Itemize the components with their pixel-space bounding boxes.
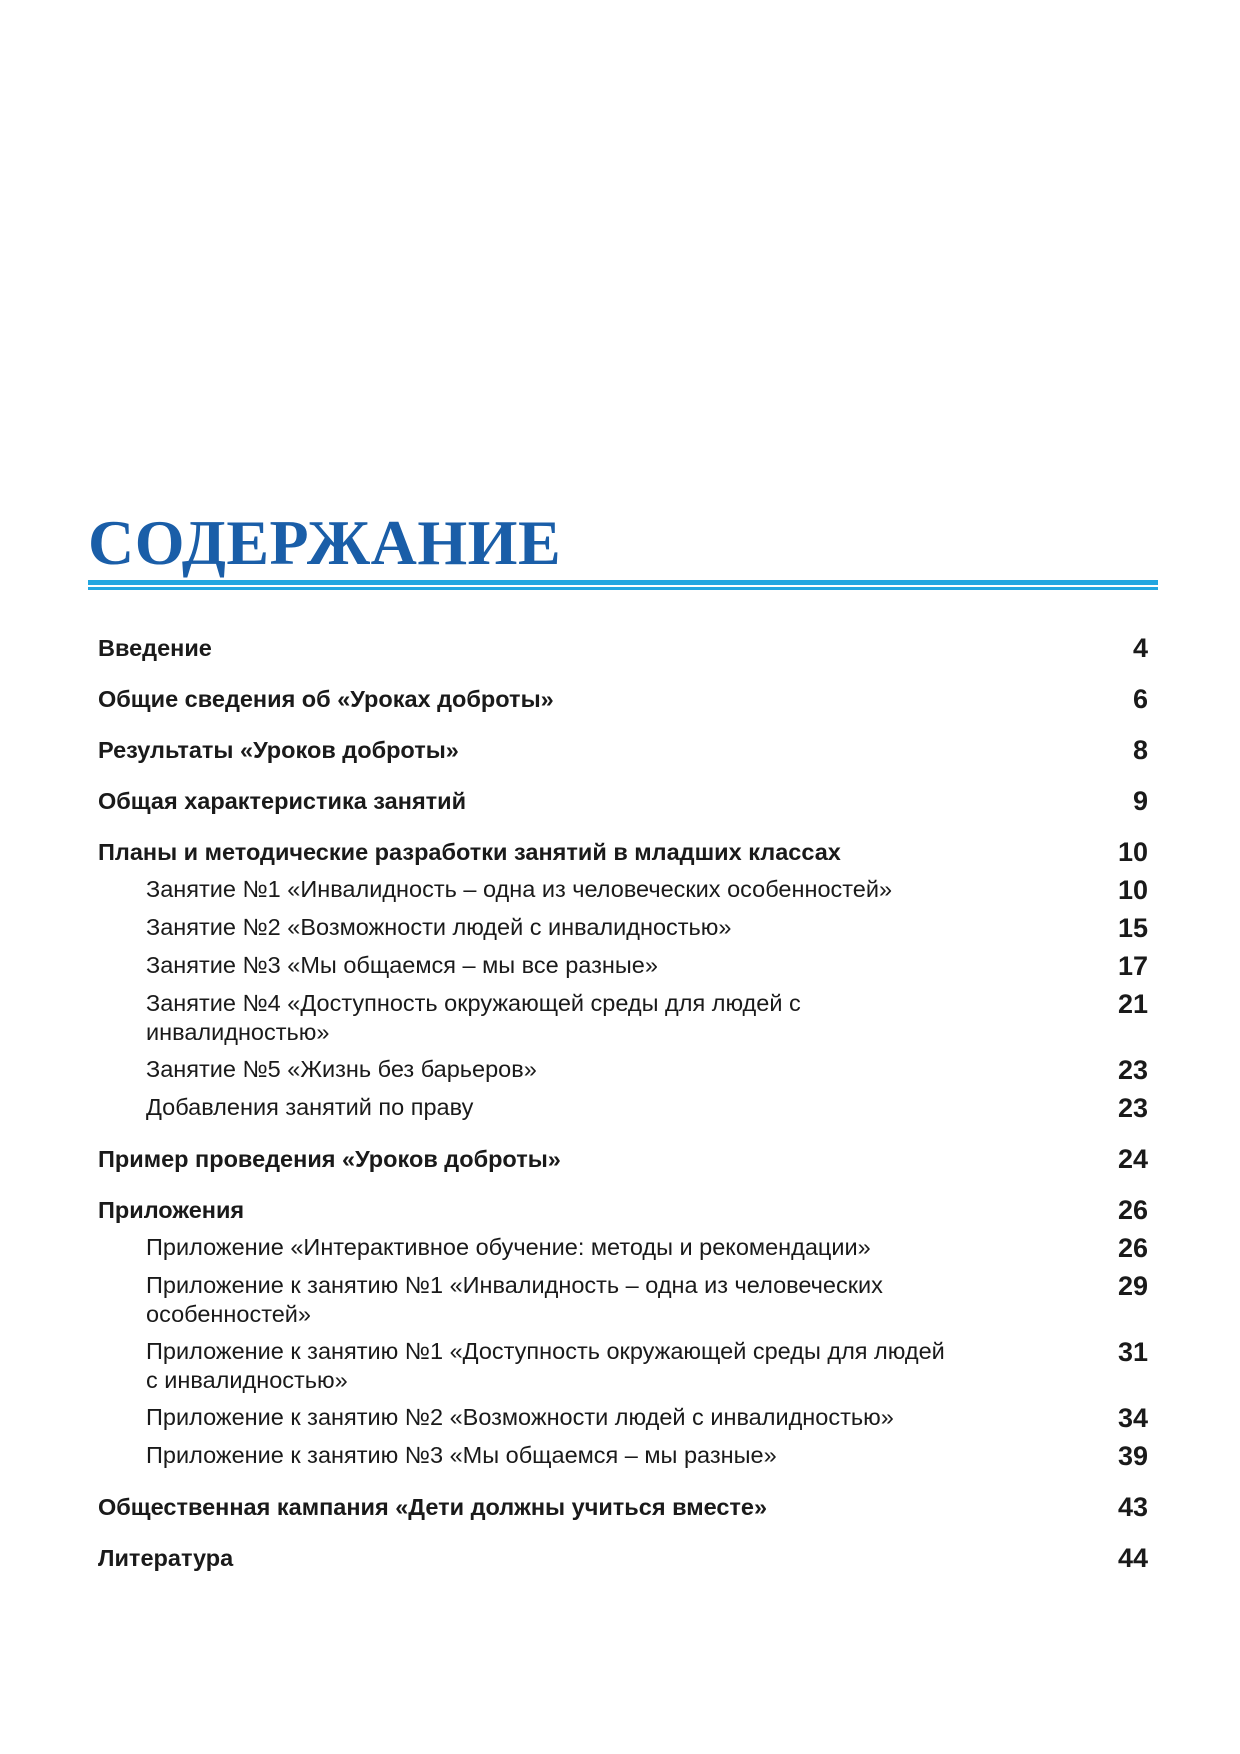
toc-subentry-title: Приложение «Интерактивное обучение: методы и рекомендации» <box>146 1234 871 1260</box>
table-of-contents <box>98 633 1148 1594</box>
toc-entry-title: Пример проведения «Уроков доброты» <box>98 1146 561 1172</box>
toc-entry[interactable] <box>98 684 1148 714</box>
toc-subentry-title: Занятие №5 «Жизнь без барьеров» <box>146 1056 537 1082</box>
toc-subentry[interactable] <box>98 913 1148 943</box>
toc-subentry[interactable] <box>98 951 1148 981</box>
toc-entry-page: 24 <box>1117 1144 1148 1174</box>
toc-entry[interactable] <box>98 1144 1148 1174</box>
toc-entry[interactable] <box>98 1543 1148 1573</box>
toc-entry-title: Планы и методические разработки занятий в младших классах <box>98 839 841 865</box>
toc-entry-title: Приложения <box>98 1197 245 1223</box>
toc-entry-title: Введение <box>98 635 212 661</box>
toc-entry-page: 8 <box>1132 735 1148 765</box>
toc-subentry[interactable] <box>98 1441 1148 1471</box>
page-title: СОДЕРЖАНИЕ <box>88 507 562 578</box>
toc-entry-title: Общественная кампания «Дети должны учиться вместе» <box>98 1494 768 1520</box>
toc-subentry[interactable] <box>98 1055 1148 1085</box>
toc-subentry-title: Добавления занятий по праву <box>146 1094 474 1120</box>
toc-subentry-page: 39 <box>1117 1441 1148 1471</box>
toc-subentry-title: Занятие №1 «Инвалидность – одна из человеческих особенностей» <box>146 876 893 902</box>
toc-subentry-page: 26 <box>1117 1233 1148 1263</box>
title-underline <box>88 580 1158 590</box>
toc-entry-page: 6 <box>1132 684 1148 714</box>
toc-subentry-title: Приложение к занятию №2 «Возможности людей с инвалидностью» <box>146 1404 894 1430</box>
toc-subentry-page: 31 <box>1117 1337 1148 1367</box>
toc-subentry-page: 10 <box>1117 875 1148 905</box>
toc-entry-title: Общая характеристика занятий <box>98 788 467 814</box>
toc-entry-title: Литература <box>98 1545 234 1571</box>
toc-subentry[interactable] <box>98 1403 1148 1433</box>
toc-subentry-title: Занятие №3 «Мы общаемся – мы все разные» <box>146 952 658 978</box>
toc-subentry-title: Приложение к занятию №1 «Инвалидность – одна из человеческих особенностей» <box>146 1272 883 1327</box>
toc-entry-page: 44 <box>1117 1543 1148 1573</box>
toc-entry[interactable] <box>98 1195 1148 1225</box>
toc-entry[interactable] <box>98 633 1148 663</box>
toc-entry-title: Результаты «Уроков доброты» <box>98 737 459 763</box>
toc-entry[interactable] <box>98 1492 1148 1522</box>
toc-entry-page: 4 <box>1132 633 1148 663</box>
toc-subentry-title: Занятие №4 «Доступность окружающей среды для людей с инвалидностью» <box>146 990 801 1045</box>
toc-subentry[interactable] <box>98 875 1148 905</box>
toc-subentry-page: 23 <box>1117 1093 1148 1123</box>
toc-subentry[interactable] <box>98 1093 1148 1123</box>
toc-subentry-title: Приложение к занятию №1 «Доступность окружающей среды для людей с инвалидностью» <box>146 1338 945 1393</box>
toc-subentry-page: 15 <box>1117 913 1148 943</box>
toc-entry[interactable] <box>98 735 1148 765</box>
toc-subentry-title: Занятие №2 «Возможности людей с инвалидностью» <box>146 914 732 940</box>
toc-entry-page: 43 <box>1117 1492 1148 1522</box>
toc-subentry-page: 29 <box>1117 1271 1148 1301</box>
toc-subentry-page: 17 <box>1117 951 1148 981</box>
toc-subentry[interactable] <box>98 1233 1148 1263</box>
toc-subentry-page: 34 <box>1117 1403 1148 1433</box>
toc-entry-page: 9 <box>1132 786 1148 816</box>
toc-entry[interactable] <box>98 837 1148 867</box>
toc-entry-page: 26 <box>1117 1195 1148 1225</box>
toc-subentry[interactable] <box>98 1337 1148 1395</box>
toc-subentry-title: Приложение к занятию №3 «Мы общаемся – мы разные» <box>146 1442 777 1468</box>
toc-subentry-page: 21 <box>1117 989 1148 1019</box>
toc-entry-page: 10 <box>1117 837 1148 867</box>
toc-entry-title: Общие сведения об «Уроках доброты» <box>98 686 554 712</box>
toc-subentry[interactable] <box>98 989 1148 1047</box>
toc-subentry[interactable] <box>98 1271 1148 1329</box>
toc-entry[interactable] <box>98 786 1148 816</box>
toc-subentry-page: 23 <box>1117 1055 1148 1085</box>
